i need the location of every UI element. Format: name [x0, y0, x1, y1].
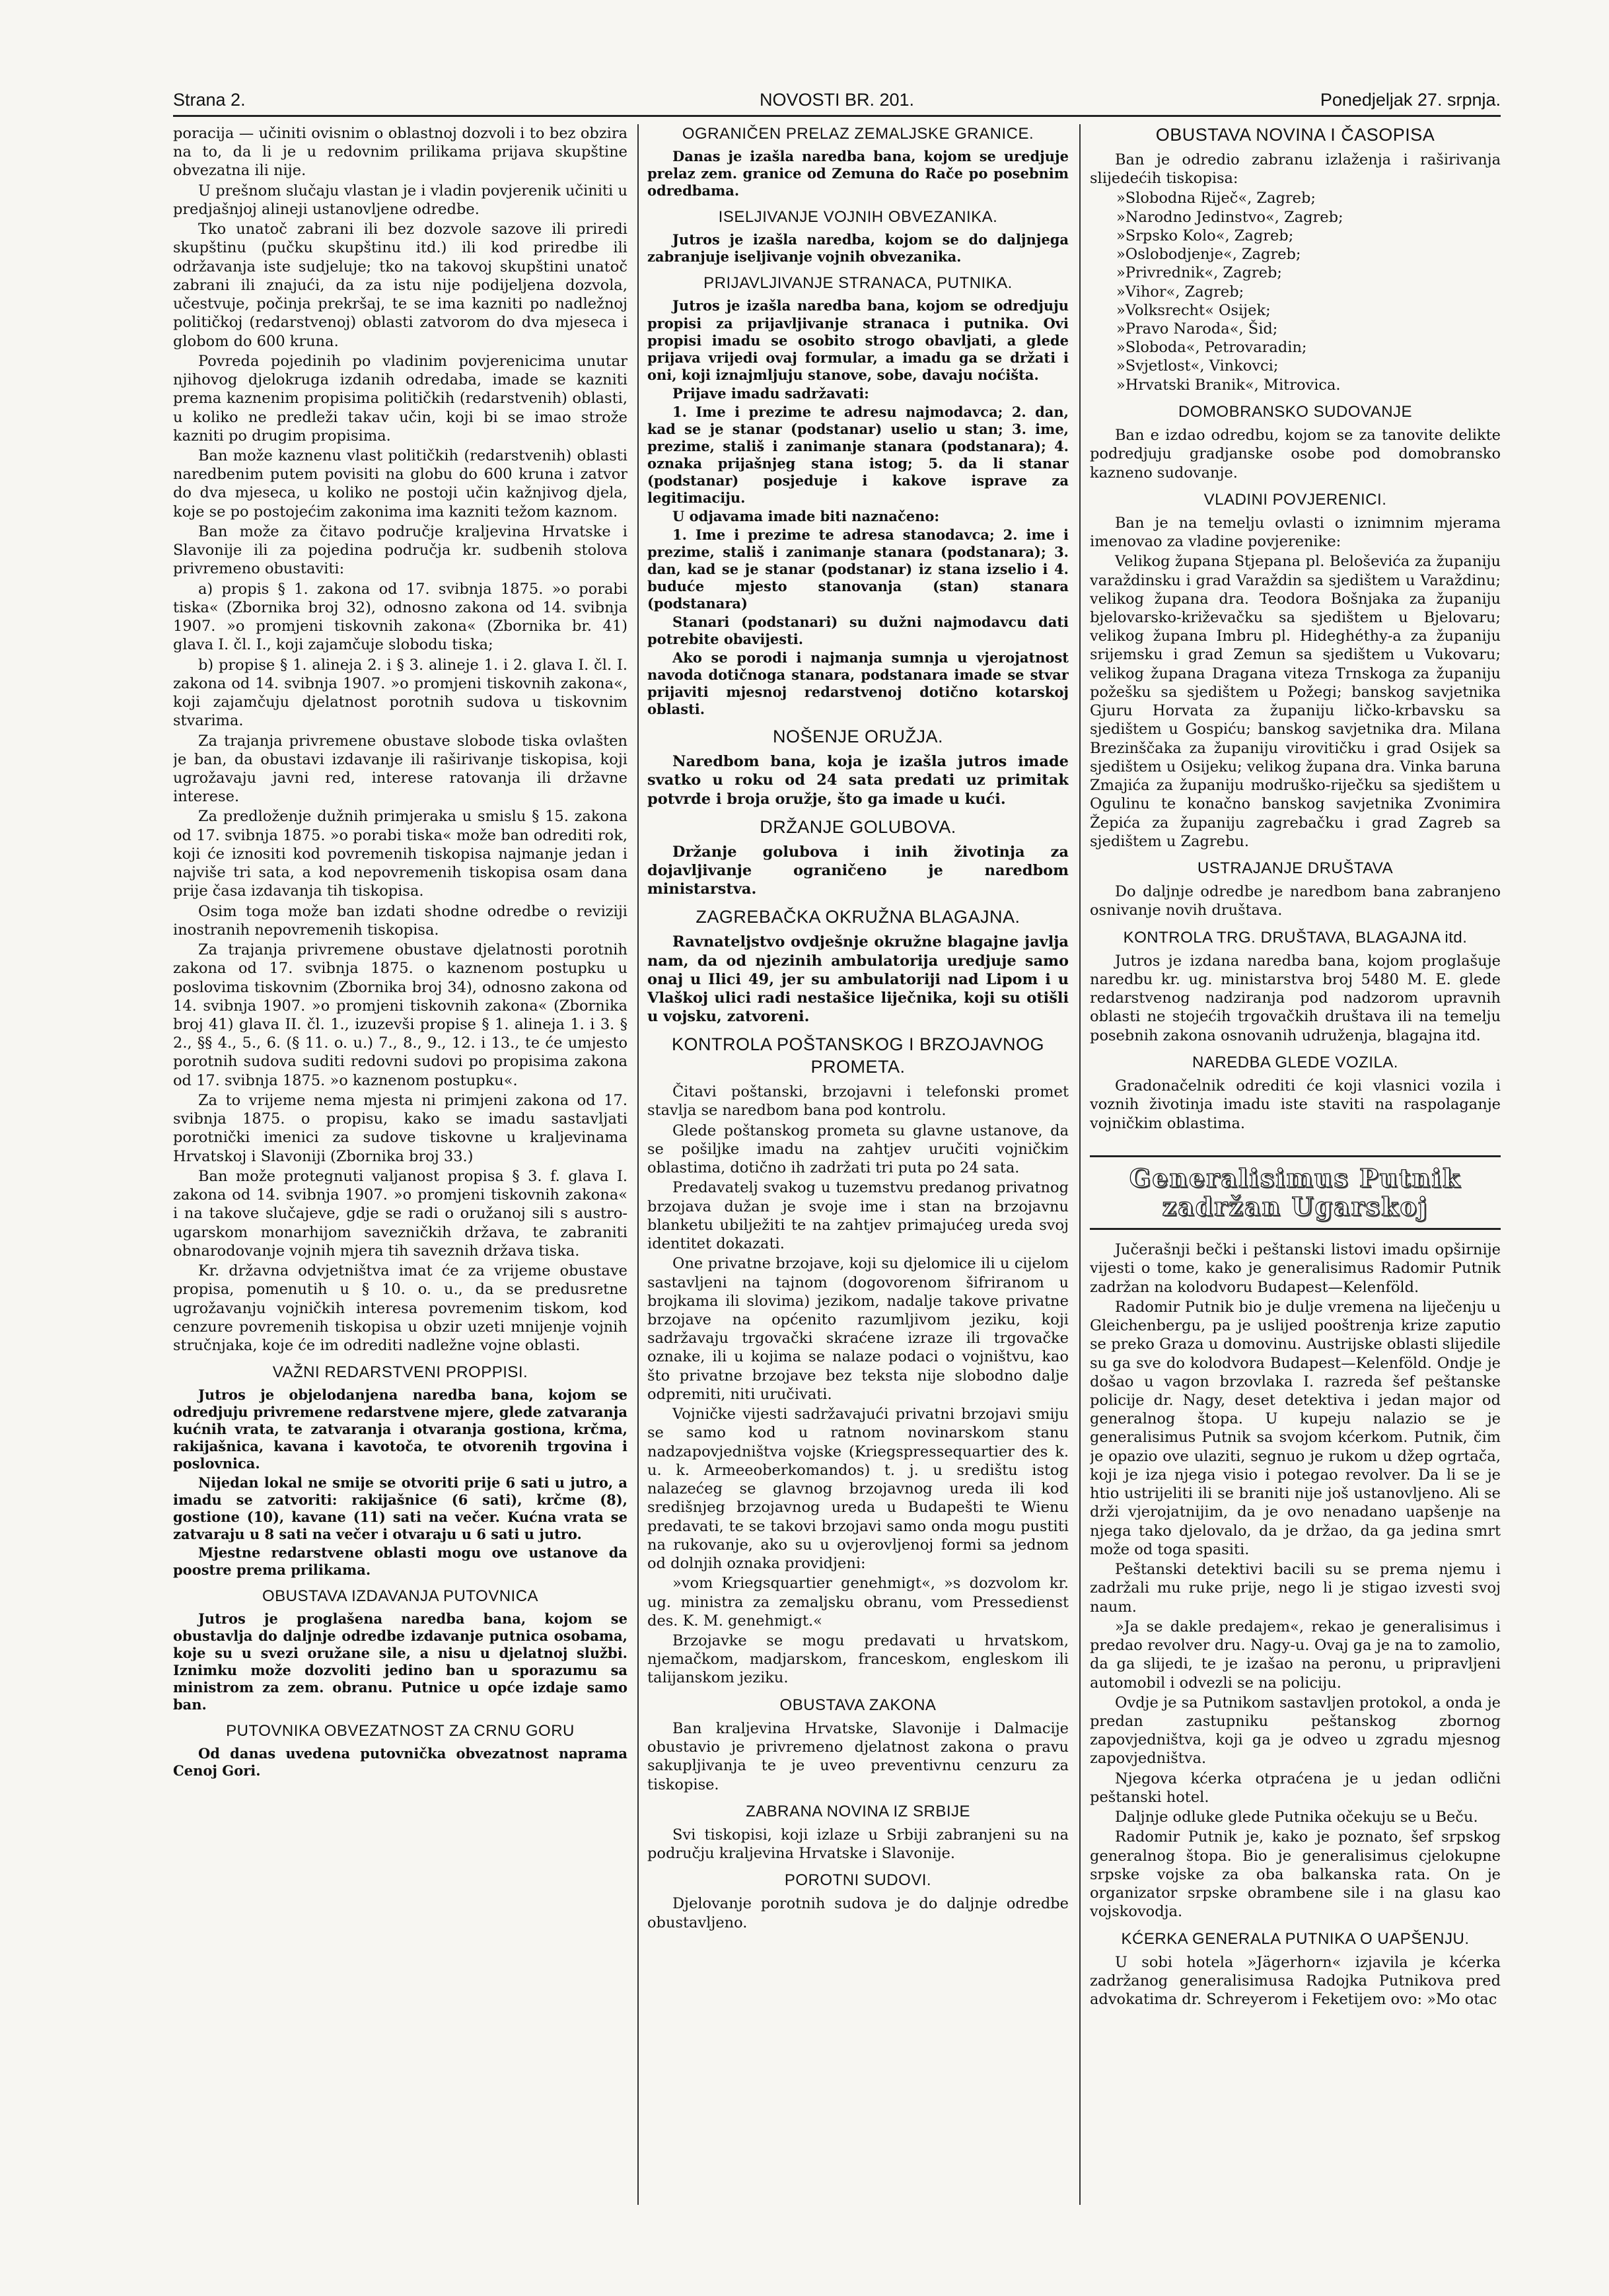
newspaper-page — [173, 86, 1501, 2213]
paragraph: Držanje golubova i inih životinja za dojavljivanje ograničeno je naredbom ministarstva. — [647, 843, 1069, 898]
paragraph: Mjestne redarstvene oblasti mogu ove ustanove da poostre prema prilikama. — [173, 1544, 627, 1578]
list-item: »Svjetlost«, Vinkovci; — [1116, 357, 1279, 375]
paragraph: Radomir Putnik je, kako je poznato, šef srpskog generalnog štopa. Bio je generalisimus cjelokupne srpske vojske za oba balkanska rata. On je organizator srpske obrambene sile i na glasu kao vojskovodja. — [1090, 1828, 1501, 1921]
paragraph: b) propise § 1. alineja 2. i § 3. alineje 1. i 2. glava I. čl. I. zakona od 14. svibnja 1907. »o promjeni tiskovnih zakona«, koji zajamčuju djelatnost porotnih sudova u tiskovnim stvarima. — [173, 656, 627, 730]
list-item: »Privrednik«, Zagreb; — [1116, 264, 1282, 282]
section-heading: OBUSTAVA ZAKONA — [779, 1696, 937, 1714]
paragraph: Njegova kćerka otpraćena je u jedan odlični peštanski hotel. — [1090, 1770, 1501, 1806]
paragraph: Ban može kaznenu vlast političkih (redarstvenih) oblasti naredbenim putem povisiti na globu do 600 kruna i zatvor do dva mjeseca, u koliko ne postoji učin kažnjivog djela, koje se po postojećim zakonima ima kazniti težom kaznom. — [173, 447, 627, 520]
list-item: »Slobodna Riječ«, Zagreb; — [1116, 190, 1316, 207]
paragraph: Ban kraljevina Hrvatske, Slavonije i Dalmacije obustavio je privremeno djelatnost zakona o pravu sakupljivanja te je uveo preventivnu cenzuru za tiskopise. — [647, 1719, 1069, 1793]
paragraph: Danas je izašla naredba bana, kojom se uredjuje prelaz zem. granice od Zemuna do Rače po posebnim odredbama. — [647, 148, 1069, 199]
section-heading: PUTOVNIKA OBVEZATNOST ZA CRNU GORU — [226, 1721, 575, 1740]
list-item: »Narodno Jedinstvo«, Zagreb; — [1116, 208, 1343, 226]
paragraph: Predavatelj svakog u tuzemstvu predanog privatnog brzojava dužan je svoje ime i stan na brzojavnu blanketu ubilježiti te na zahtjev primajućeg ureda svoj identitet dokazati. — [647, 1179, 1069, 1253]
column-2 — [647, 124, 1069, 2205]
paragraph: Daljnje odluke glede Putnika očekuju se u Beču. — [1115, 1809, 1478, 1826]
paragraph: Nijedan lokal ne smije se otvoriti prije 6 sati u jutro, a imadu se zatvoriti: rakijašnice (6 sati), krčme (8), gostione (10), kavane (11) sati na večer. Kućna vrata se zatvaraju u 8 sati na večer i otvaraju u 6 sati u jutro. — [173, 1474, 627, 1542]
paragraph: Jutros je proglašena naredba bana, kojom se obustavlja do daljnje odredbe izdavanje putnica osobama, koje su u svezi oružane sile, a nisu u djelatnoj službi. Iznimku može dozvoliti jedino ban u sporazumu sa ministrom za zem. obranu. Putnice u opće izdaje samo ban. — [173, 1610, 627, 1713]
section-heading: ZAGREBAČKA OKRUŽNA BLAGAJNA. — [696, 907, 1020, 927]
section-heading: PRIJAVLJIVANJE STRANACA, PUTNIKA. — [703, 274, 1013, 293]
paragraph: Jutros je izašla naredba, kojom se do daljnjega zabranjuje iseljivanje vojnih obvezanika. — [647, 231, 1069, 266]
column-rule — [637, 124, 639, 2205]
paragraph: Jutros je objelodanjena naredba bana, kojom se odredjuju privremene redarstvene mjere, glede zatvaranja kućnih vrata, te zatvaranja i otvaranja gostiona, krčma, rakijašnica, kavana i kavotoča, te otvorenih trgovina i poslovnica. — [173, 1386, 627, 1472]
paragraph: Vojničke vijesti sadržavajući privatni brzojavi smiju se samo kod u ratnom novinarskom stanu nadzapovjedništva vojske (Kriegspressequartier des k. u. k. Armeeoberkomandos) t. j. u središtu istog nalazećeg se glavnog brzojavnog ureda ili kod središnjeg brzojavnog ureda u Budapešti te Wienu predavati, te se takovi brzojavi samo onda mogu pustiti na rukovanje, ako su u ovjerovljenoj formi sa jednom od dolnjih oznaka providjeni: — [647, 1406, 1069, 1573]
paragraph: Velikog župana Stjepana pl. Beloševića za županiju varaždinsku i grad Varaždin sa sjedištem u Varaždinu; velikog župana dra. Teodora Bošnjaka za županiju bjelovarsko-križevačku sa sjedištem u Bjelovaru; velikog župana Imbru pl. Hideghéthy-a za županiju srijemsku i grad Zemun sa sjedištem u Vukovaru; velikog župana Dragana viteza Trnskoga za županiju požešku sa sjedištem u Požegi; banskog savjetnika Gjuru Horvata za županiju ličko-krbavsku sa sjedištem u Gospiću; banskog savjetnika dra. Milana Brezinščaka za županiju virovitičku i grad Osijek sa sjedištem u Osijeku; velikog župana dra. Vinka baruna Zmajića za županiju modruško-riječku sa sjedištem u Ogulinu te konačno banskog savjetnika Zvonimira Žepića za županiju zagrebačku i grad Zagreb sa sjedištem u Zagrebu. — [1090, 553, 1501, 850]
paragraph: Za trajanja privremene obustave slobode tiska ovlašten je ban, da obustavi izdavanje ili raširivanje tiskopisa, koji ugrožavaju javni red, interese ratovanja ili državne interese. — [173, 732, 627, 806]
paragraph: One privatne brzojave, koji su djelomice ili u cijelom sastavljeni na tajnom (dogovorenom šifriranom u brojkama ili slovima) jezikom, nadalje takove privatne brzojave na općenito razumljivom jeziku, koji sadržavaju trgovački skraćene izraze ili trgovačke oznake, ili u kojima se nalaze podaci o vojništvu, kao što privatne brzojave bez teksta nije slobodno dalje odpremiti, niti uručivati. — [647, 1255, 1069, 1403]
section-heading: POROTNI SUDOVI. — [784, 1871, 932, 1890]
paragraph: Peštanski detektivi bacili su se prema njemu i zadržali mu ruke prije, nego li je stigao izvesti svoj naum. — [1090, 1561, 1501, 1616]
list-item: »Vihor«, Zagreb; — [1116, 283, 1244, 301]
paragraph: Djelovanje porotnih sudova je do daljnje odredbe obustavljeno. — [647, 1895, 1069, 1931]
column-1 — [173, 124, 627, 2205]
paragraph: Naredbom bana, koja je izašla jutros imade svatko u roku od 24 sata predati uz primitak potvrde i broja oružje, što ga imade u kući. — [647, 753, 1069, 808]
paragraph: U sobi hotela »Jägerhorn« izjavila je kćerka zadržanog generalisimusa Radojka Putnikova pred advokatima dr. Schreyerom i Feketijem ovo: »Mo otac — [1090, 1953, 1501, 2009]
paragraph: Ako se porodi i najmanja sumnja u vjerojatnost navoda dotičnoga stanara, podstanara imade se stvar prijaviti mjesnoj redarstvenoj dotično kotarskoj oblasti. — [647, 649, 1069, 718]
paragraph: Ban e izdao odredbu, kojom se za tanovite delikte podredjuju gradjanske osobe pod domobransko kazneno sudovanje. — [1090, 427, 1501, 482]
paragraph: Prijave imadu sadržavati: — [672, 384, 869, 402]
paragraph: Ban je na temelju ovlasti o iznimnim mjerama imenovao za vladine povjerenike: — [1090, 514, 1501, 551]
paragraph: Gradonačelnik odrediti će koji vlasnici vozila i voznih životinja imadu iste staviti na raspolaganje vojničkim oblastima. — [1090, 1077, 1501, 1132]
paragraph: Jučerašnji bečki i peštanski listovi imadu opširnije vijesti o tome, kako je generalisimus Radomir Putnik zadržan na kolodvoru Budapest—Kelenföld. — [1090, 1241, 1501, 1296]
paragraph: Kr. državna odvjetništva imat će za vrijeme obustave propisa, pomenutih u § 10. o. u., da se predusretne ugrožavanju vojničkih interesa povremenim tiskom, kod cenzure povremenih tiskopisa u obzir uzeti mnijenje vojnih stručnjaka, koje će im odrediti nadležne vojne oblasti. — [173, 1262, 627, 1354]
paragraph: Glede poštanskog prometa su glavne ustanove, da se pošiljke imadu na zahtjev uručiti vojničkim oblastima, dotično ih zadržati tri puta po 24 sata. — [647, 1122, 1069, 1177]
paragraph: Radomir Putnik bio je dulje vremena na liječenju u Gleichenbergu, pa je uslijed pooštrenja krize zaputio se preko Graza u domovinu. Austrijske oblasti slijedile su ga sve do kolodvora Budapest—Kelenföld. Ondje je došao u vagon brzovlaka I. razreda šef peštanske policije dr. Nagy, deset detektiva i jedan major od generalnog štopa. U kupeju nalazio se je generalisimus Putnik sa svojom kćerkom. Putnik, čim je opazio ove ulaziti, segnuo je rukom u džep ogrtača, koji je iza njega visio i potegao revolver. Da li se je htio ustrijeliti ili se braniti nije još ustanovljeno. Ali se drži vjerojatnijim, da je ovo nenadano uapšenje na njega tako djelovalo, da je držao, da ga jedina smrt može od toga spasiti. — [1090, 1298, 1501, 1558]
section-heading: USTRAJANJE DRUŠTAVA — [1197, 859, 1394, 878]
paragraph: Ravnateljstvo ovdješnje okružne blagajne javlja nam, da od njezinih ambulatorija uredjuje samo onaj u Ilici 49, jer su ambulatoriji nad Lipom i u Vlaškoj ulici radi nestašice liječnika, koji su otišli u vojsku, zatvoreni. — [647, 933, 1069, 1026]
paragraph: Jutros je izašla naredba bana, kojom se odredjuju propisi za prijavljivanje stranaca i putnika. Ovi propisi imadu se osobito strogo obavljati, a glede prijava vrijedi ovaj formular, a imadu ga se držati i oni, koji iznajmljuju stanove, sobe, davaju noćišta. — [647, 297, 1069, 383]
list-item: »Srpsko Kolo«, Zagreb; — [1116, 227, 1294, 244]
list-item: »Volksrecht« Osijek; — [1116, 301, 1271, 319]
paragraph: poracija — učiniti ovisnim o oblastnoj dozvoli i to bez obzira na to, da li je u redovnim prilikama prijava skupštine obvezatna ili nije. — [173, 125, 627, 180]
paragraph: U prešnom slučaju vlastan je i vladin povjerenik učiniti u predjašnjoj alineji ustanovljene odredbe. — [173, 182, 627, 218]
paragraph: Jutros je izdana naredba bana, kojom proglašuje naredbu kr. ug. ministarstva broj 5480 M. E. glede redarstvenog nadziranja pod nadzorom upravnih oblasti ne stojećih trgovačkih društava ili na temelju posebnih zakona osnovanih udruženja, blagajna itd. — [1090, 952, 1501, 1044]
paragraph: Tko unatoč zabrani ili bez dozvole sazove ili priredi skupštinu (pučku skupštinu itd.) ili kod priredbe ili održavanja iste sudjeluje; tko na takovoj skupštini unatoč zabrani ili znajući, da za istu nije podijeljena dozvola, učestvuje, počinja prekršaj, te se ima kazniti po nadležnoj političkoj (redarstvenoj) oblasti zatvorom do dva mjeseca i globom do 600 kruna. — [173, 221, 627, 350]
section-heading: ISELJIVANJE VOJNIH OBVEZANIKA. — [718, 208, 998, 227]
paragraph: 1. Ime i prezime te adresa stanodavca; 2. ime i prezime, stališ i zanimanje stanara (podstanara); 3. dan, kad se je stanar (podstanar) iz stana izselio i 4. buduće mjesto stanovanja (stan) stanara (podstanara) — [647, 526, 1069, 612]
section-heading: OGRANIČEN PRELAZ ZEMALJSKE GRANICE. — [682, 125, 1034, 143]
running-head — [173, 86, 1501, 117]
paragraph: Od danas uvedena putovnička obvezatnost naprama Cenoj Gori. — [173, 1745, 627, 1779]
headline: Generalisimus Putnik zadržan Ugarskoj — [1129, 1163, 1462, 1222]
banned-publications-list — [1090, 189, 1501, 394]
paragraph: Ban može protegnuti valjanost propisa § 3. f. glava I. zakona od 14. svibnja 1907. »o promjeni tiskovnih zakona« i na takove slučajeve, gdje se radi o oružanoj sili s austro-ugarskom monarhijom savezničkih država, te zabraniti obnarodovanje vojnih mjera tih saveznih država tiska. — [173, 1167, 627, 1260]
list-item: »Hrvatski Branik«, Mitrovica. — [1116, 376, 1341, 394]
section-heading: KONTROLA TRG. DRUŠTAVA, BLAGAJNA itd. — [1123, 928, 1468, 947]
paragraph: U odjavama imade biti naznačeno: — [672, 507, 940, 524]
paragraph: Za to vrijeme nema mjesta ni primjeni zakona od 17. svibnja 1875. o propisu, kako se imadu sastavljati porotnički imenici za sudove tiskovne u kraljevinama Hrvatskoj i Slavoniji (Zbornika broj 33.) — [173, 1091, 627, 1165]
list-item: »Oslobodjenje«, Zagreb; — [1116, 246, 1301, 264]
list-item: »Sloboda«, Petrovaradin; — [1116, 339, 1307, 357]
section-heading: ZABRANA NOVINA IZ SRBIJE — [745, 1802, 971, 1820]
list-item: »Pravo Naroda«, Šid; — [1116, 320, 1278, 338]
section-heading: OBUSTAVA NOVINA I ČASOPISA — [1155, 125, 1435, 145]
paragraph: Ban je odredio zabranu izlaženja i raširivanja slijedećih tiskopisa: — [1090, 151, 1501, 188]
paragraph: Za predloženje dužnih primjeraka u smislu § 15. zakona od 17. svibnja 1875. »o porabi tiska« može ban odrediti rok, koji će iznositi kod povremenih tiskopisa najmanje jedan i najviše tri sata, a kod nepovremenih tiskopisa osam dana prije časa izdavanja tih tiskopisa. — [173, 808, 627, 900]
section-heading: KONTROLA POŠTANSKOG I BRZOJAVNOG PROMETA. — [671, 1034, 1045, 1077]
paragraph: Ban može za čitavo područje kraljevina Hrvatske i Slavonije ili za pojedina područja kr. sudbenih stolova privremeno obustaviti: — [173, 522, 627, 578]
paragraph: Čitavi poštanski, brzojavni i telefonski promet stavlja se naredbom bana pod kontrolu. — [647, 1083, 1069, 1120]
headline-box — [1090, 1155, 1501, 1230]
section-heading: VLADINI POVJERENICI. — [1203, 490, 1387, 509]
paragraph: a) propis § 1. zakona od 17. svibnja 1875. »o porabi tiska« (Zbornika broj 32), odnosno zakona od 14. svibnja 1907. »o promjeni tiskovnih zakona« (Zbornika br. 41) glava I. čl. I., koji zajamčuje slobodu tiska; — [173, 580, 627, 654]
paragraph: Svi tiskopisi, koji izlaze u Srbiji zabranjeni su na području kraljevina Hrvatske i Slavonije. — [647, 1826, 1069, 1863]
section-heading: NAREDBA GLEDE VOZILA. — [1192, 1053, 1398, 1071]
section-heading: NOŠENJE ORUŽJA. — [772, 727, 944, 747]
section-heading: DRŽANJE GOLUBOVA. — [760, 816, 956, 837]
paragraph: Do daljnje odredbe je naredbom bana zabranjeno osnivanje novih društava. — [1090, 883, 1501, 919]
paragraph: Za trajanja privremene obustave djelatnosti porotnih zakona od 17. svibnja 1875. o kaznenom postupku u poslovima tiskovnim (Zbornika broj 34), odnosno zakona od 14. svibnja 1907. »o promjeni tiskovnih zakona« (Zbornika broj 41) glava II. čl. 1., izuzevši propise § 1. alineja 1. i 3. § 2., §§ 4., 5., 6. (§ 11. o. u.) 7., 8., 9., 12. i 13., te će umjesto porotnih sudova suditi redovni sudovi po propisima zakona od 17. svibnja 1875. »o kaznenom postupku«. — [173, 941, 627, 1089]
page-number: Strana 2. — [173, 90, 246, 110]
paragraph: »vom Kriegsquartier genehmigt«, »s dozvolom kr. ug. ministra za zemaljsku obranu, vom Pressedienst des. K. M. genehmigt.« — [647, 1575, 1069, 1630]
paragraph: Osim toga može ban izdati shodne odredbe o reviziji inostranih nepovremenih tiskopisa. — [173, 902, 627, 939]
section-heading: VAŽNI REDARSTVENI PROPPISI. — [272, 1363, 528, 1382]
section-heading: KĆERKA GENERALA PUTNIKA O UAPŠENJU. — [1121, 1929, 1470, 1948]
paragraph: Stanari (podstanari) su dužni najmodavcu dati potrebite obavijesti. — [647, 614, 1069, 648]
paragraph: »Ja se dakle predajem«, rekao je generalisimus i predao revolver dru. Nagy-u. Ovaj ga je na to zamolio, da ga slijedi, te je izašao na peronu, u pripravljeni automobil i odvezli se na policiju. — [1090, 1618, 1501, 1692]
issue-number: NOVOSTI BR. 201. — [759, 90, 915, 110]
paragraph: 1. Ime i prezime te adresu najmodavca; 2. dan, kad se je stanar (podstanar) uselio u stan; 3. ime, prezime, stališ i zanimanje stanara (podstanara); 4. oznaka prijašnjeg stana istog; 5. da li stanar (podstanar) posjeduje i kakove isprave za legitimaciju. — [647, 403, 1069, 506]
paragraph: Povreda pojedinih po vladinim povjerenicima unutar njihovog djelokruga izdanih odredaba, imade se kazniti prema kaznenim propisima političkih (redarstvenih) oblasti, u koliko ne predleži takav učin, koji bi se imao strože kazniti po drugim propisima. — [173, 352, 627, 445]
section-heading: OBUSTAVA IZDAVANJA PUTOVNICA — [262, 1587, 539, 1605]
paragraph: Ovdje je sa Putnikom sastavljen protokol, a onda je predan zastupniku peštanskog zbornog zapovjedništva, koji ga je odveo u zgradu mjesnog zapovjedništva. — [1090, 1694, 1501, 1768]
section-heading: DOMOBRANSKO SUDOVANJE — [1178, 402, 1413, 421]
paragraph: Brzojavke se mogu predavati u hrvatskom, njemačkom, madjarskom, franceskom, engleskom ili talijanskom jeziku. — [647, 1632, 1069, 1687]
column-3 — [1090, 124, 1501, 2205]
issue-date: Ponedjeljak 27. srpnja. — [1320, 90, 1501, 110]
column-rule — [1079, 124, 1081, 2205]
